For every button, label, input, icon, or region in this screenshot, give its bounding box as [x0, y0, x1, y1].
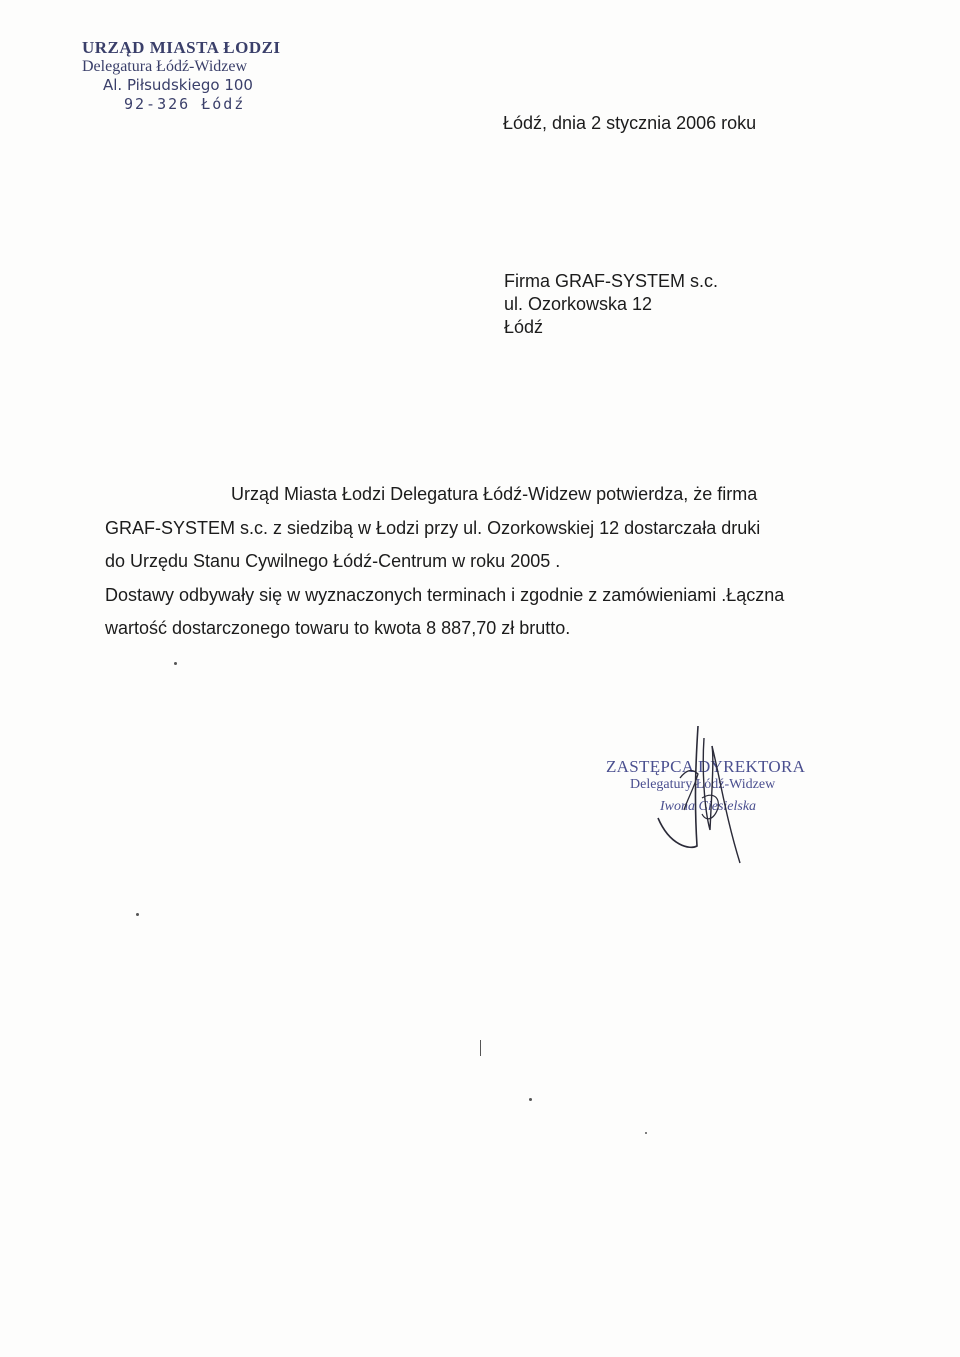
scan-speck: [480, 1040, 481, 1056]
signature-stamp-name: Iwona Ciesielska: [660, 799, 757, 814]
stamp-street: Al. Piłsudskiego 100: [103, 76, 253, 94]
addressee-name: Firma GRAF-SYSTEM s.c.: [504, 271, 719, 291]
addressee-street: ul. Ozorkowska 12: [504, 294, 653, 314]
signature-stamp-title: ZASTĘPCA DYREKTORA: [606, 757, 806, 776]
stamp-delegation: Delegatura Łódź-Widzew: [82, 58, 248, 75]
scan-speck: [136, 913, 139, 916]
stamp-office-name: URZĄD MIASTA ŁODZI: [82, 38, 281, 57]
signature-stamp-unit: Delegatury Łódź-Widzew: [630, 777, 776, 792]
stamp-postal-city: 92-326 Łódź: [124, 95, 246, 113]
body-line: Dostawy odbywały się w wyznaczonych terminach i zgodnie z zamówieniami .Łączna: [105, 584, 785, 605]
body-line: do Urzędu Stanu Cywilnego Łódź-Centrum w roku 2005 .: [105, 551, 561, 571]
body-line: wartość dostarczonego towaru to kwota 8 887,70 zł brutto.: [105, 618, 571, 638]
scan-speck: [529, 1098, 532, 1101]
scan-speck: [645, 1132, 647, 1134]
handwritten-signature: [640, 718, 780, 868]
addressee-block: [504, 270, 718, 339]
letter-body: [105, 478, 865, 646]
header-office-stamp: [82, 38, 312, 114]
scan-speck: [174, 662, 177, 665]
body-line: GRAF-SYSTEM s.c. z siedzibą w Łodzi przy ul. Ozorkowskiej 12 dostarczała druki: [105, 517, 761, 538]
body-line: Urząd Miasta Łodzi Delegatura Łódź-Widzew potwierdza, że firma: [231, 484, 758, 504]
addressee-city: Łódź: [504, 317, 544, 337]
place-and-date: Łódź, dnia 2 stycznia 2006 roku: [503, 113, 757, 133]
